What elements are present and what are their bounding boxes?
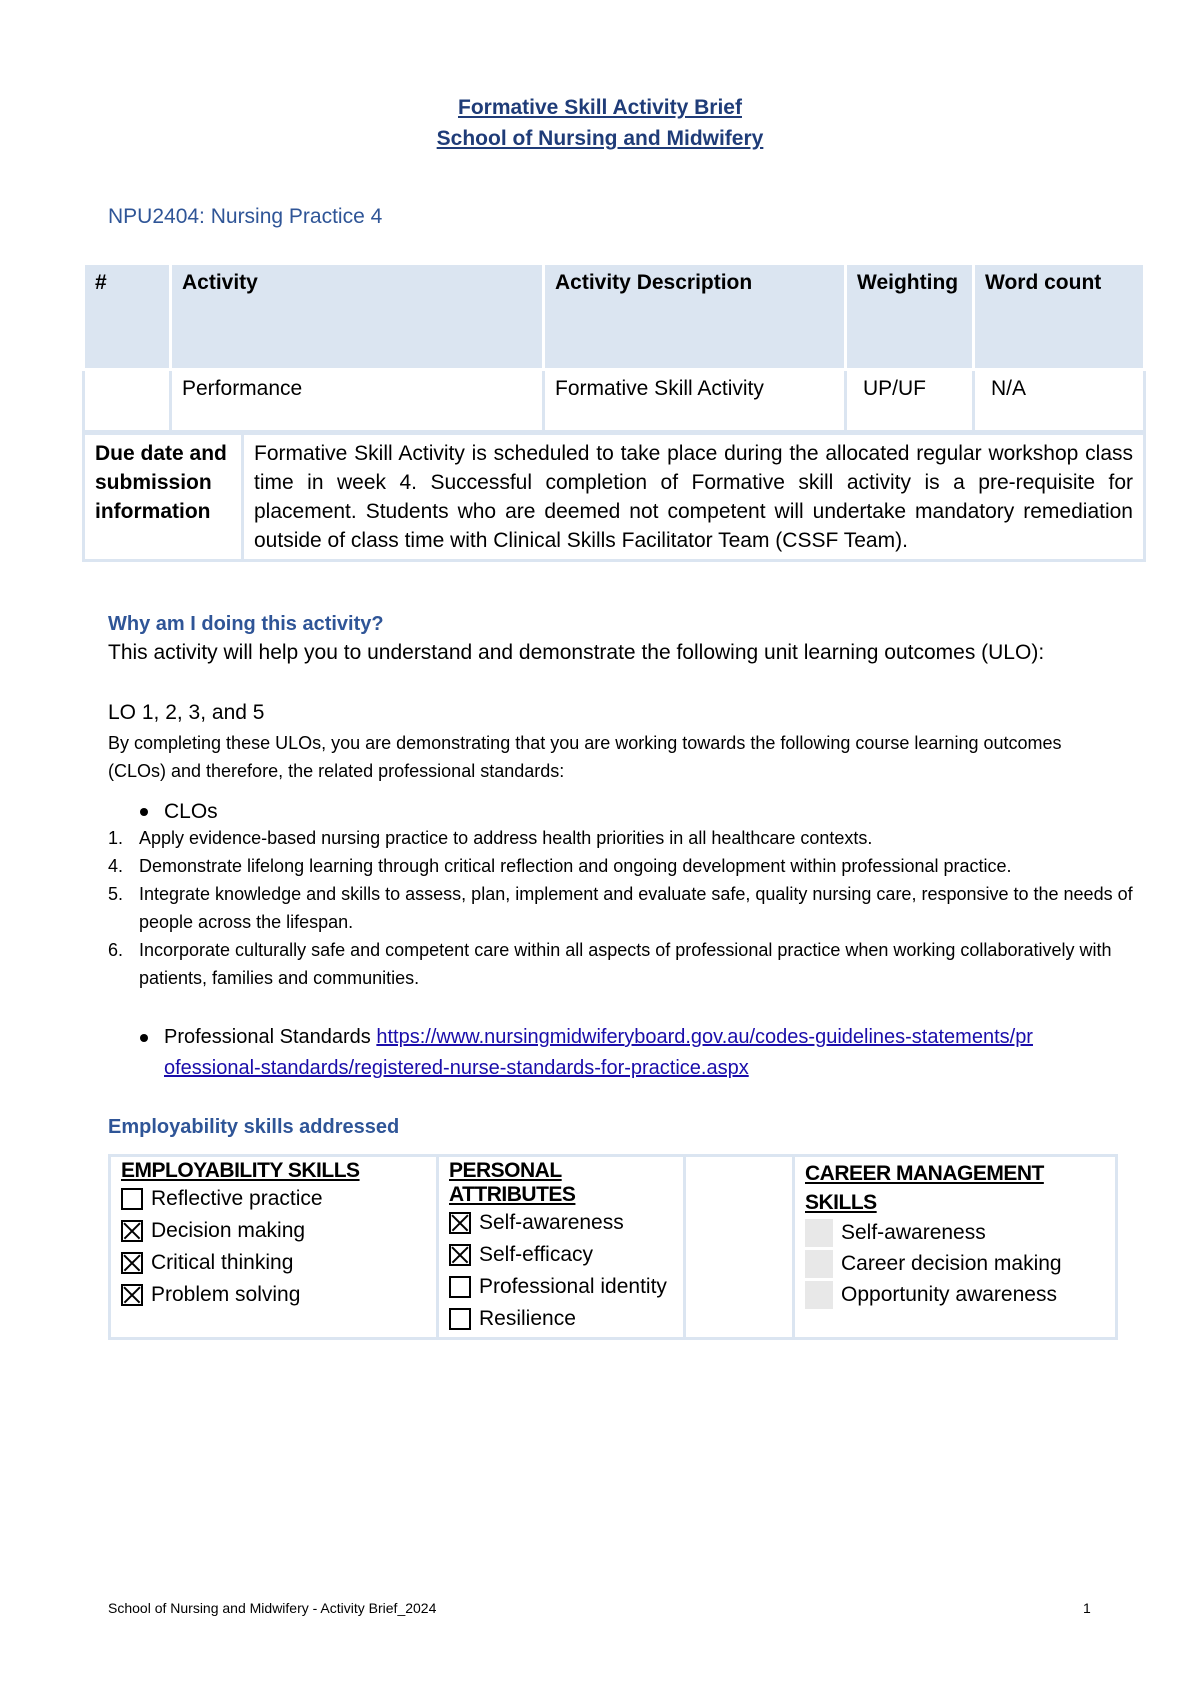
personal-attributes-title: PERSONAL ATTRIBUTES: [449, 1159, 576, 1206]
checkbox-item[interactable]: [121, 1183, 426, 1215]
career-management-title: CAREER MANAGEMENT SKILLS: [805, 1162, 1044, 1214]
col-header-number: #: [84, 264, 171, 370]
unchecked-box-icon[interactable]: [449, 1308, 471, 1330]
checkbox-placeholder-icon[interactable]: [805, 1250, 833, 1278]
why-heading: Why am I doing this activity?: [108, 613, 384, 635]
cell-description: Formative Skill Activity: [544, 370, 846, 432]
clo-text: Integrate knowledge and skills to assess, plan, implement and evaluate safe, quality nursing care, responsive to the needs of people across the lifespan.: [139, 884, 1133, 932]
spacer-column: [685, 1156, 794, 1339]
cell-word-count: N/A: [974, 370, 1145, 432]
clo-number: 4.: [108, 856, 124, 876]
clo-number: 1.: [108, 828, 124, 848]
learning-outcomes: LO 1, 2, 3, and 5: [108, 701, 265, 724]
standards-link[interactable]: https://www.nursingmidwiferyboard.gov.au/codes-guidelines-statements/professional-standards/registered-nurse-standards-for-practice.aspx: [164, 1026, 1033, 1079]
clo-item: [108, 936, 1148, 992]
checkbox-item[interactable]: [449, 1239, 673, 1271]
unchecked-box-icon[interactable]: [121, 1188, 143, 1210]
checkbox-item[interactable]: [449, 1271, 673, 1303]
checkbox-item[interactable]: [121, 1247, 426, 1279]
standards-label: Professional Standards: [164, 1026, 371, 1048]
standards-bullet: [140, 1022, 1040, 1084]
checked-box-icon[interactable]: [449, 1212, 471, 1234]
unit-title: NPU2404: Nursing Practice 4: [108, 205, 383, 228]
col-header-word-count: Word count: [974, 264, 1145, 370]
checkbox-label: Resilience: [479, 1307, 576, 1330]
document-title: Formative Skill Activity Brief: [458, 96, 742, 119]
checked-box-icon[interactable]: [121, 1220, 143, 1242]
checkbox-item[interactable]: [805, 1217, 1105, 1248]
bullet-icon: [140, 1034, 148, 1042]
col-header-weighting: Weighting: [846, 264, 974, 370]
clo-number: 6.: [108, 940, 124, 960]
clos-bullet: [140, 800, 218, 824]
due-date-table: [82, 432, 1146, 562]
activity-table-header: [84, 264, 1145, 370]
cell-weighting: UP/UF: [846, 370, 974, 432]
table-row: [84, 370, 1145, 432]
col-header-activity: Activity: [171, 264, 544, 370]
checkbox-label: Problem solving: [151, 1283, 301, 1306]
why-body: By completing these ULOs, you are demonstrating that you are working towards the following course learning outcomes (CLOs) and therefore, the related professional standards:: [108, 733, 1062, 781]
footer-text: School of Nursing and Midwifery - Activity Brief_2024: [108, 1600, 437, 1616]
checkbox-label: Opportunity awareness: [841, 1282, 1057, 1306]
clo-text: Apply evidence-based nursing practice to address health priorities in all healthcare contexts.: [139, 828, 873, 848]
clos-label: CLOs: [164, 800, 218, 823]
checked-box-icon[interactable]: [449, 1244, 471, 1266]
checkbox-placeholder-icon[interactable]: [805, 1281, 833, 1309]
employability-skills-title: EMPLOYABILITY SKILLS: [121, 1159, 360, 1182]
checkbox-label: Reflective practice: [151, 1187, 323, 1210]
bullet-icon: [140, 808, 148, 816]
checkbox-label: Self-efficacy: [479, 1243, 593, 1266]
employability-table: [108, 1154, 1118, 1340]
checkbox-label: Professional identity: [479, 1275, 667, 1298]
checkbox-item[interactable]: [121, 1279, 426, 1311]
checkbox-item[interactable]: [805, 1248, 1105, 1279]
page-number: 1: [1083, 1600, 1091, 1616]
cell-activity: Performance: [171, 370, 544, 432]
career-management-column: [794, 1156, 1117, 1339]
employability-skills-column: [110, 1156, 438, 1339]
checkbox-placeholder-icon[interactable]: [805, 1219, 833, 1247]
checkbox-label: Critical thinking: [151, 1251, 294, 1274]
clo-list: [108, 824, 1148, 992]
col-header-description: Activity Description: [544, 264, 846, 370]
personal-attributes-column: [438, 1156, 685, 1339]
checkbox-item[interactable]: [805, 1279, 1105, 1310]
clo-item: [108, 852, 1148, 880]
checkbox-item[interactable]: [449, 1207, 673, 1239]
clo-item: [108, 880, 1148, 936]
checked-box-icon[interactable]: [121, 1252, 143, 1274]
cell-number: [84, 370, 171, 432]
due-date-label: Due date and submission information: [84, 434, 243, 561]
unchecked-box-icon[interactable]: [449, 1276, 471, 1298]
clo-text: Demonstrate lifelong learning through critical reflection and ongoing development within professional practice.: [139, 856, 1012, 876]
checkbox-label: Self-awareness: [841, 1220, 986, 1244]
checkbox-label: Career decision making: [841, 1251, 1062, 1275]
checked-box-icon[interactable]: [121, 1284, 143, 1306]
employability-heading: Employability skills addressed: [108, 1116, 400, 1138]
activity-table: [82, 262, 1146, 433]
clo-number: 5.: [108, 884, 124, 904]
checkbox-label: Self-awareness: [479, 1211, 624, 1234]
checkbox-item[interactable]: [121, 1215, 426, 1247]
clo-item: [108, 824, 1148, 852]
why-intro: This activity will help you to understand and demonstrate the following unit learning outcomes (ULO):: [108, 641, 1045, 664]
due-date-text: Formative Skill Activity is scheduled to take place during the allocated regular workshop class time in week 4. Successful completion of Formative skill activity is a pre-requisite for placement. Students who are deemed not competent will undertake mandatory remediation outside of class time with Clinical Skills Facilitator Team (CSSF Team).: [243, 434, 1145, 561]
document-subtitle: School of Nursing and Midwifery: [436, 127, 764, 150]
checkbox-item[interactable]: [449, 1303, 673, 1335]
clo-text: Incorporate culturally safe and competent care within all aspects of professional practice when working collaboratively with patients, families and communities.: [139, 940, 1112, 988]
checkbox-label: Decision making: [151, 1219, 306, 1242]
